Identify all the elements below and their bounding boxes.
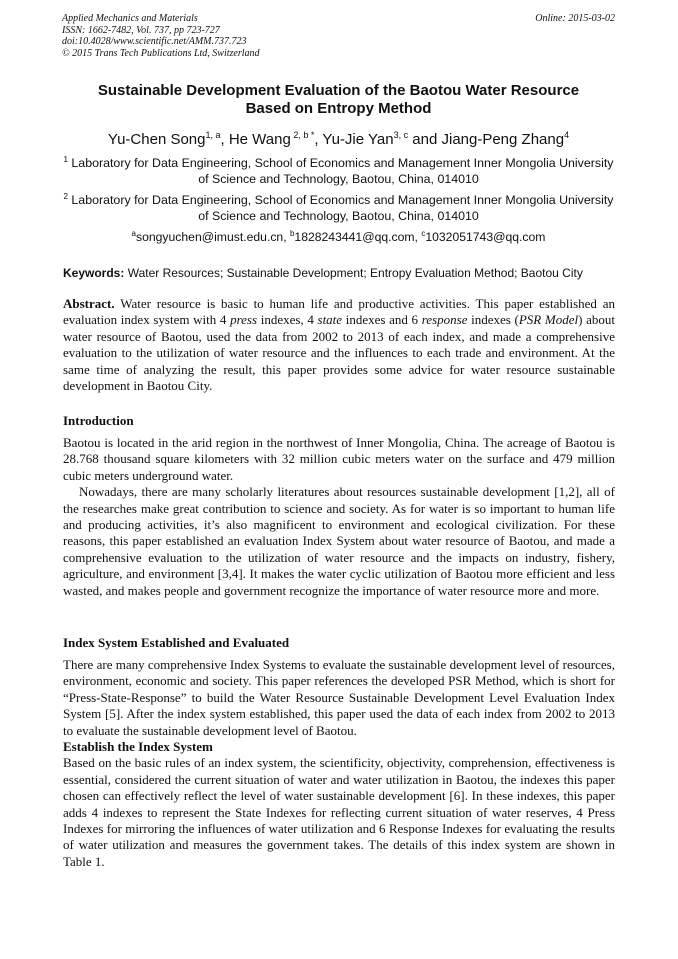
- paragraph: Based on the basic rules of an index system, the scientificity, objectivity, comprehension, effectiveness is essential, considered the current situation of water and water utilization in Baotou, the indexes this paper chosen can effectively reflect the level of water sustainable development [6]. In these indexes, this paper adds 4 indexes to represent the State Indexes for reflecting current situation of water reserves, 4 Press Indexes for mirroring the influences of water utilization and 6 Response Indexes for evaluating the results of water utilization and measures the government takes. The details of this index system are shown in Table 1.: [63, 755, 615, 869]
- email-link[interactable]: 1032051743@qq.com: [425, 230, 546, 244]
- email-list: [62, 229, 615, 245]
- paper-title: [62, 82, 615, 118]
- email-link[interactable]: 1828243441@qq.com,: [294, 230, 422, 244]
- abstract-text: indexes (: [467, 312, 519, 328]
- abstract-italic: press: [230, 312, 258, 328]
- affiliation-line-2: of Science and Technology, Baotou, China, 014010: [198, 209, 479, 223]
- author-name: He Wang: [228, 131, 291, 148]
- author-separator: and: [408, 131, 442, 148]
- affiliation-1: [62, 155, 615, 187]
- title-line-1: Sustainable Development Evaluation of the Baotou Water Resource: [97, 82, 580, 99]
- affiliation-line-2: of Science and Technology, Baotou, China, 014010: [198, 172, 479, 186]
- author-separator: ,: [220, 131, 229, 148]
- keywords-label: Keywords:: [63, 266, 125, 280]
- author-name: Yu-Jie Yan: [322, 131, 394, 148]
- affiliation-sup: 1: [63, 155, 68, 164]
- doi-line: doi:10.4028/www.scientific.net/AMM.737.723: [62, 36, 247, 47]
- copyright-line: © 2015 Trans Tech Publications Ltd, Switzerland: [62, 47, 260, 59]
- abstract-text: Water resource is basic to human life and productive activities. This paper established an evaluation index system with 4: [63, 296, 615, 328]
- affiliation-line-1: Laboratory for Data Engineering, School of Economics and Management Inner Mongolia University: [67, 193, 614, 207]
- author-list: [62, 131, 615, 149]
- title-line-2: Based on Entropy Method: [245, 100, 432, 117]
- section-heading-introduction: Introduction: [63, 413, 134, 428]
- index-system-body: [63, 657, 615, 870]
- introduction-body: [63, 435, 615, 599]
- author-name: Jiang-Peng Zhang: [441, 131, 565, 148]
- affiliation-sup: 2: [63, 192, 68, 201]
- abstract-text: ) about water resource of Baotou, used the data from 2002 to 2013 of each index, and made a comprehensive evaluation to the utilization of water resource and the influences to each trade and environment. At the same time of analyzing the result, this paper provides some advice for water resource sustainable development in Baotou City.: [63, 312, 616, 394]
- email-sup: c: [421, 229, 426, 238]
- abstract-italic: response: [421, 312, 468, 328]
- section-heading-index-system: Index System Established and Evaluated: [63, 635, 290, 650]
- abstract-italic: PSR Model: [518, 312, 579, 328]
- issn-line: ISSN: 1662-7482, Vol. 737, pp 723-727: [62, 24, 220, 36]
- subsection-heading: Establish the Index System: [63, 739, 213, 755]
- author-name: Yu-Chen Song: [107, 131, 206, 148]
- journal-name: Applied Mechanics and Materials: [62, 13, 198, 24]
- author-separator: ,: [314, 131, 323, 148]
- affiliation-2: [62, 192, 615, 224]
- abstract-text: indexes and 6: [342, 312, 422, 328]
- page-header: [62, 13, 615, 59]
- abstract-text: indexes, 4: [257, 312, 318, 328]
- online-date: Online: 2015-03-02: [535, 13, 615, 24]
- author-sup: 3, c: [393, 130, 409, 140]
- email-sup: a: [131, 229, 136, 238]
- keywords-text: Water Resources; Sustainable Development; Entropy Evaluation Method; Baotou City: [124, 266, 583, 280]
- email-sup: b: [289, 229, 295, 238]
- keywords: [63, 265, 615, 281]
- paragraph: Nowadays, there are many scholarly literatures about resources sustainable development [1,2], all of the researches make great contribution to science and society. As for water is so important to human life and producing activities, it’s also magnificent to environment and ecological civilization. For these reasons, this paper established an evaluation Index System about water resource of Baotou, and made a comprehensive evaluation to the utilization of water resource and the impacts on industry, fishery, agriculture, and environment [3,4]. It makes the water cyclic utilization of Baotou more efficient and less wasted, and makes people and government recognize the importance of water resource more and more.: [63, 484, 615, 598]
- paragraph: There are many comprehensive Index Systems to evaluate the sustainable development level of resources, environment, economic and society. This paper references the developed PSR Method, which is short for “Press-State-Response” to build the Water Resource Sustainable Development Level Evaluation Index System [5]. After the index system established, this paper used the data of each index from 2002 to 2013 to evaluate the sustainable development level of Baotou.: [63, 657, 615, 738]
- email-link[interactable]: songyuchen@imust.edu.cn,: [136, 230, 290, 244]
- abstract: [63, 296, 615, 394]
- author-sup: 1, a: [205, 130, 221, 140]
- abstract-label: Abstract.: [63, 296, 115, 311]
- author-sup: 2, b *: [290, 130, 315, 140]
- affiliation-line-1: Laboratory for Data Engineering, School of Economics and Management Inner Mongolia University: [67, 156, 614, 170]
- abstract-italic: state: [317, 312, 343, 328]
- paragraph: Baotou is located in the arid region in the northwest of Inner Mongolia, China. The acreage of Baotou is 28.768 thousand square kilometers with 32 million cubic meters water on the surface and 479 million cubic meters underground water.: [63, 435, 615, 483]
- author-sup: 4: [564, 130, 570, 140]
